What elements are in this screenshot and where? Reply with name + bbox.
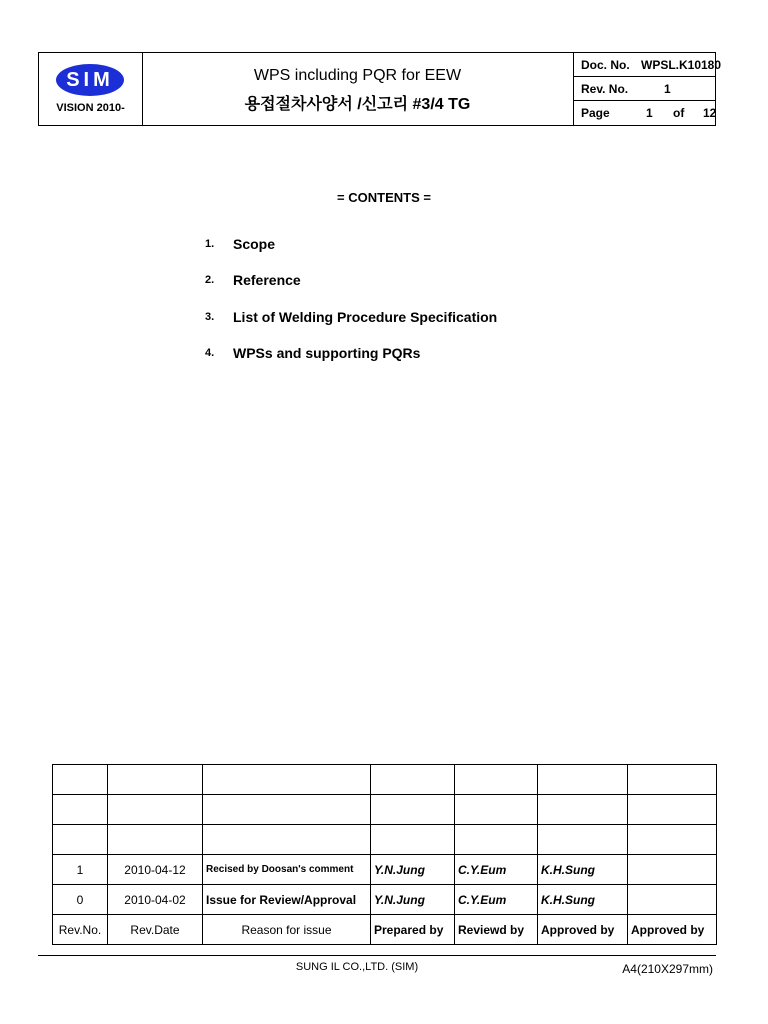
reason-cell: Recised by Doosan's comment	[203, 855, 371, 885]
table-cell	[628, 825, 717, 855]
toc-number: 4.	[205, 347, 215, 359]
reviewed-by-cell: C.Y.Eum	[455, 885, 538, 915]
toc-label: WPSs and supporting PQRs	[233, 345, 421, 361]
footer-paper-size: A4(210X297mm)	[622, 962, 713, 976]
toc-label: List of Welding Procedure Specification	[233, 309, 498, 325]
doc-no-value: WPSL.K10180	[641, 58, 722, 72]
table-cell	[203, 765, 371, 795]
table-row	[53, 765, 717, 795]
approved-by-cell-2	[628, 885, 717, 915]
table-row	[53, 885, 717, 915]
rev-no-cell: 0	[53, 885, 108, 915]
contents-title: = CONTENTS =	[337, 190, 431, 205]
page-value: 1	[646, 106, 653, 120]
page-row	[573, 101, 716, 125]
toc-label: Reference	[233, 272, 301, 288]
table-cell	[371, 825, 455, 855]
header-rev-date: Rev.Date	[108, 915, 203, 945]
rev-no-value: 1	[664, 82, 671, 96]
table-cell	[108, 825, 203, 855]
table-cell	[53, 825, 108, 855]
table-cell	[108, 795, 203, 825]
document-title-kr: 용접절차사양서 /신고리 #3/4 TG	[244, 96, 471, 113]
of-label: of	[673, 106, 685, 120]
doc-no-label: Doc. No.	[581, 58, 630, 72]
table-cell	[628, 765, 717, 795]
table-cell	[538, 795, 628, 825]
footer-divider	[38, 955, 716, 956]
page-total: 12	[703, 106, 717, 120]
toc-number: 1.	[205, 238, 215, 250]
header-approved-by: Approved by	[538, 915, 628, 945]
header-approved-by-2: Approved by	[628, 915, 717, 945]
rev-no-row	[573, 77, 716, 101]
table-cell	[455, 765, 538, 795]
table-cell	[538, 825, 628, 855]
rev-date-cell: 2010-04-02	[108, 885, 203, 915]
toc-number: 3.	[205, 311, 215, 323]
table-cell	[203, 795, 371, 825]
table-header-row	[53, 915, 717, 945]
approved-by-cell-2	[628, 855, 717, 885]
toc-label: Scope	[233, 236, 276, 252]
prepared-by-cell: Y.N.Jung	[371, 855, 455, 885]
table-row	[53, 795, 717, 825]
table-cell	[538, 765, 628, 795]
rev-date-cell: 2010-04-12	[108, 855, 203, 885]
header-prepared-by: Prepared by	[371, 915, 455, 945]
document-header	[38, 52, 722, 126]
rev-no-cell: 1	[53, 855, 108, 885]
approved-by-cell: K.H.Sung	[538, 885, 628, 915]
revision-table	[52, 764, 717, 945]
table-cell	[455, 825, 538, 855]
vision-label: VISION 2010-	[56, 102, 125, 114]
header-reason: Reason for issue	[203, 915, 371, 945]
reviewed-by-cell: C.Y.Eum	[455, 855, 538, 885]
table-row	[53, 825, 717, 855]
rev-no-label: Rev. No.	[581, 82, 629, 96]
table-cell	[371, 795, 455, 825]
sim-logo-text: SIM	[66, 69, 114, 91]
title-cell	[142, 53, 574, 125]
table-cell	[53, 795, 108, 825]
table-cell	[455, 795, 538, 825]
table-cell	[203, 825, 371, 855]
footer-company: SUNG IL CO.,LTD. (SIM)	[295, 961, 419, 973]
table-cell	[53, 765, 108, 795]
reason-cell: Issue for Review/Approval	[203, 885, 371, 915]
header-reviewed-by: Reviewd by	[455, 915, 538, 945]
logo-cell	[39, 53, 143, 125]
table-cell	[108, 765, 203, 795]
prepared-by-cell: Y.N.Jung	[371, 885, 455, 915]
table-cell	[371, 765, 455, 795]
header-rev-no: Rev.No.	[53, 915, 108, 945]
doc-no-row	[573, 53, 722, 77]
table-row	[53, 855, 717, 885]
table-cell	[628, 795, 717, 825]
document-title-en: WPS including PQR for EEW	[253, 67, 462, 84]
approved-by-cell: K.H.Sung	[538, 855, 628, 885]
page-label: Page	[581, 106, 610, 120]
toc-number: 2.	[205, 274, 215, 286]
